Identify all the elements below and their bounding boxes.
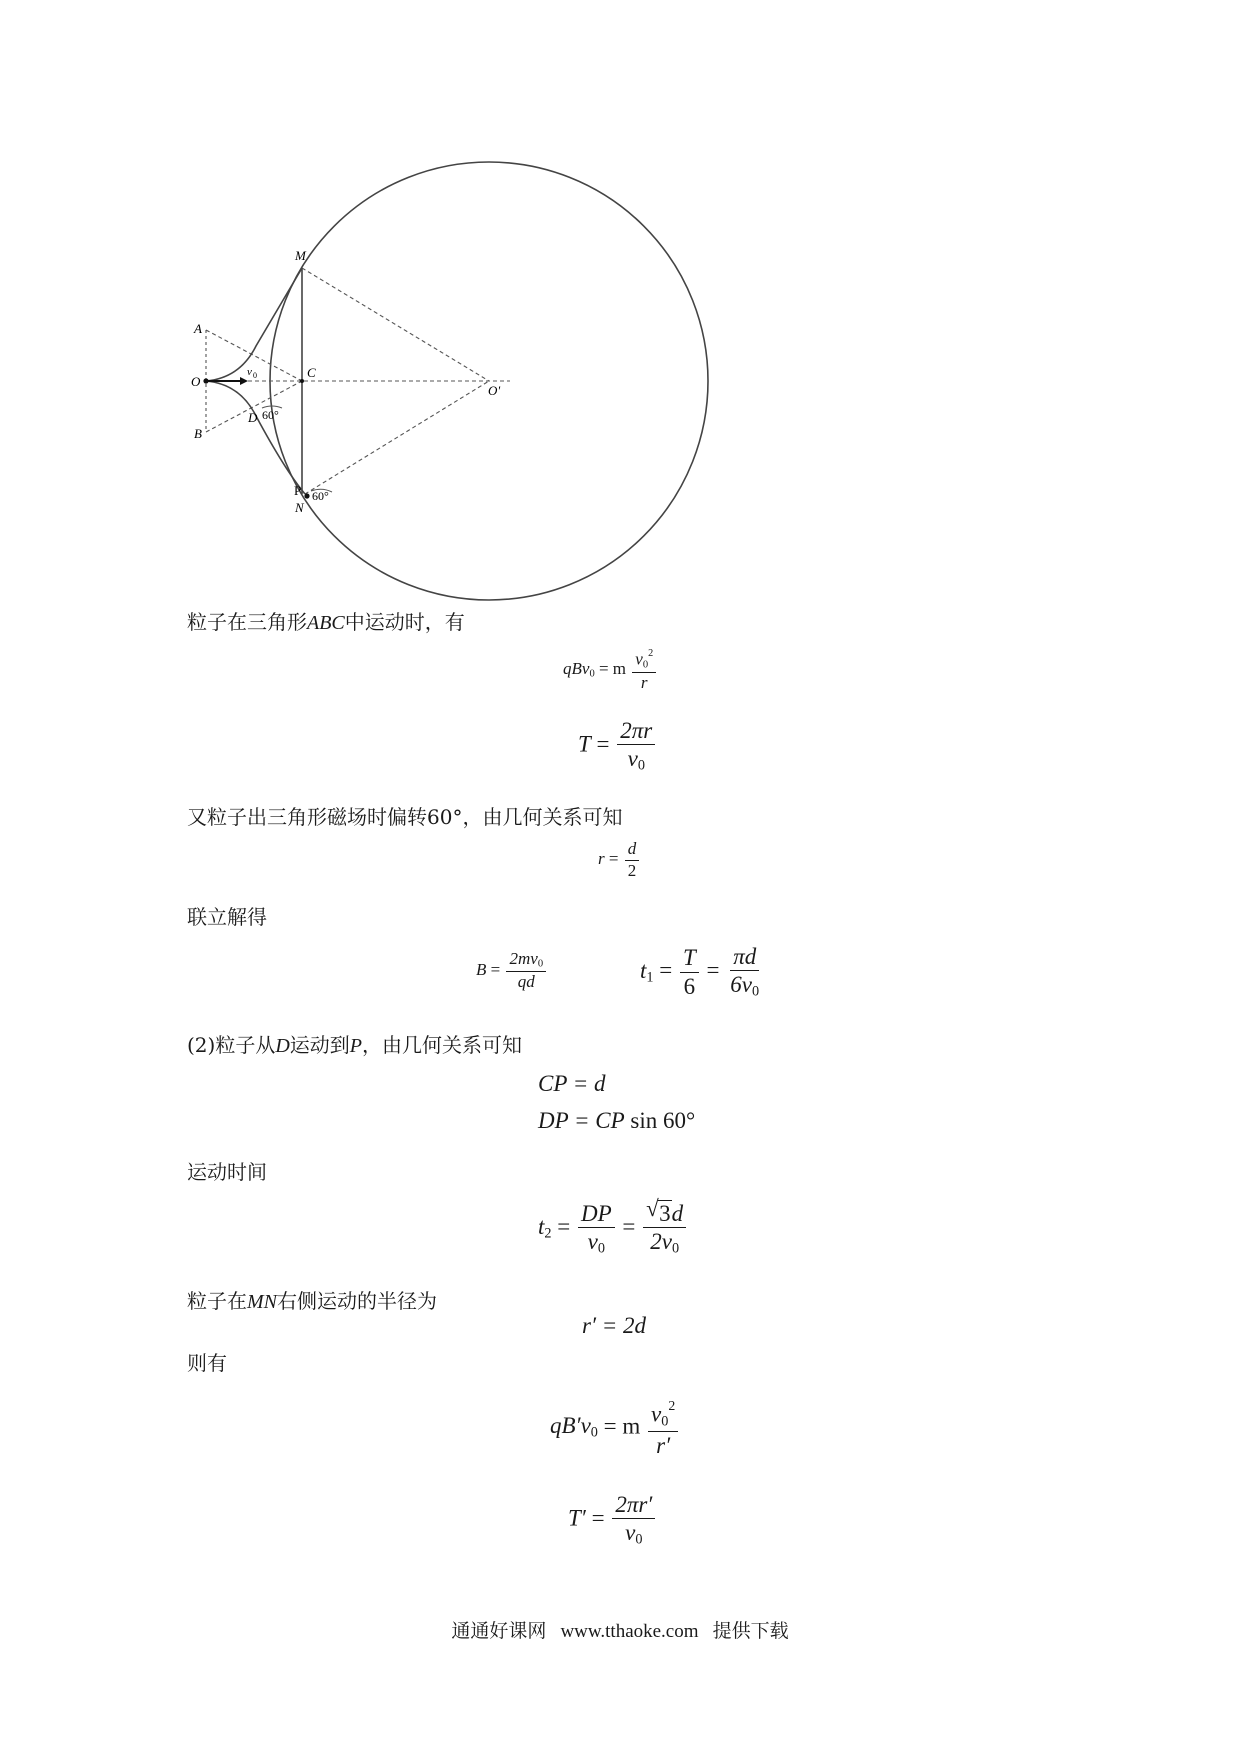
label-o: O	[191, 374, 201, 389]
formula-5: $t_1$ = $\frac{T}{6}$ = $\frac{\pi d}{6v_0}$	[640, 944, 760, 1000]
point-o	[203, 378, 208, 383]
label-n: N	[295, 500, 304, 515]
formula-9: r′ = 2d	[582, 1313, 647, 1338]
label-p: P	[294, 483, 302, 498]
formula-10: $qB'v_0 = m$ $\frac{v_0^2}{r'}$	[550, 1398, 680, 1458]
formula-1: qBv$_0$ = m $\frac{v_0^2}{r}$	[563, 648, 658, 693]
label-angle-d: 60°	[262, 408, 279, 422]
text-line-6: 粒子在MN右侧运动的半径为	[187, 1289, 437, 1313]
label-a: A	[194, 321, 202, 336]
formula-4: B = $\frac{2mv_0}{qd}$	[476, 950, 548, 992]
trajectory-upper	[206, 268, 302, 381]
text-line-4: (2)粒子从D运动到P，由几何关系可知	[187, 1033, 523, 1057]
point-c	[300, 379, 304, 383]
footer	[0, 1616, 1240, 1643]
text-line-3: 联立解得	[187, 905, 267, 929]
trajectory-lower	[206, 381, 305, 494]
label-b: B	[194, 426, 202, 441]
formula-6: CP = d	[538, 1071, 606, 1096]
geometry-diagram	[0, 0, 1240, 620]
footer-url[interactable]: www.tthaoke.com	[560, 1621, 699, 1642]
text-line-5: 运动时间	[187, 1160, 267, 1184]
formula-8: $t_2$ = $\frac{DP}{v_0}$ = √ 3d $2v_0$	[538, 1200, 688, 1258]
text-line-2: 又粒子出三角形磁场时偏转60°，由几何关系可知	[187, 805, 623, 829]
formula-11: T′ = $\frac{2\pi r'}{v_0}$	[568, 1492, 657, 1549]
label-v0: v	[247, 366, 252, 378]
dashed-p-oprime	[305, 381, 489, 494]
formula-3: r = $\frac{d}{2}$	[598, 840, 641, 880]
arrow-head-icon	[240, 377, 248, 385]
dashed-m-oprime	[302, 268, 489, 381]
footer-suffix: 提供下载	[712, 1620, 789, 1642]
label-angle-p: 60°	[312, 489, 329, 503]
point-p	[304, 493, 309, 498]
formula-2: T = $\frac{2\pi r}{v_0}$	[578, 718, 657, 775]
label-m: M	[295, 248, 306, 263]
label-d: D	[248, 410, 258, 425]
label-c: C	[307, 365, 316, 380]
formula-7: DP = CP sin 60°	[538, 1108, 696, 1133]
label-o-prime: O'	[488, 383, 501, 398]
text-line-7: 则有	[187, 1351, 227, 1375]
label-v0-sub: 0	[253, 371, 257, 380]
text-line-1: 粒子在三角形ABC中运动时，有	[187, 610, 465, 634]
footer-site: 通通好课网	[451, 1620, 547, 1642]
